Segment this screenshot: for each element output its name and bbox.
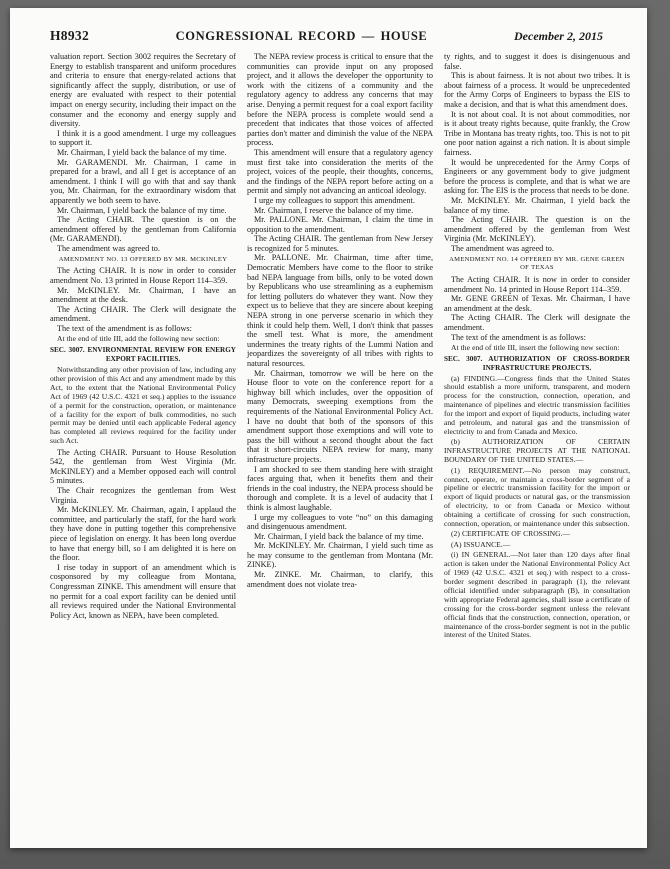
paragraph: (i) IN GENERAL.—Not later than 120 days after final action is taken under the National Environmental Policy Act of 1969 (42 U.S.C. 4321 et seq.) with respect to a cross-border segment described in paragraph (1), the relevant official identified under subparagraph (B), in consultation with appropriate Federal agencies, shall issue a certificate of crossing for the cross-border segment unless the relevant official finds that the construction, connection, operation, or maintenance of the cross-border segment is not in the public interest of the United States. bbox=[444, 550, 630, 640]
paragraph: The NEPA review process is critical to ensure that the communities can provide input on any proposed project, and it allows the developer the opportunity to work with the citizens of a community and the regulatory agency to address any concerns that may arise. Denying a permit request for a coal export facility before the NEPA process is complete would send a precedent that indicates that those voices of affected parties don't matter and diminish the value of the NEPA process. bbox=[247, 52, 433, 148]
paragraph: The Acting CHAIR. The gentleman from New Jersey is recognized for 5 minutes. bbox=[247, 234, 433, 253]
paragraph: It would be unprecedented for the Army Corps of Engineers or any government body to give judgment before the process is complete, and that is what we are asking for. The EIS is the process that needs to be done. bbox=[444, 157, 630, 196]
paragraph: Mr. Chairman, tomorrow we will be here on the House floor to vote on the conference report for a highway bill which includes, over the opposition of many Democrats, sweeping exemptions from the requirements of the National Environmental Policy Act. I have no doubt that both of the sponsors of this amendment support those exemptions and will vote to pass the bill without a second thought about the fact that it short-circuits NEPA review for many, many infrastructure projects. bbox=[247, 368, 433, 464]
paragraph: Mr. McKINLEY. Mr. Chairman, I yield such time as he may consume to the gentleman from Montana (Mr. ZINKE). bbox=[247, 541, 433, 570]
paragraph: (A) ISSUANCE.— bbox=[451, 539, 511, 549]
paragraph: The Acting CHAIR. The Clerk will designate the amendment. bbox=[50, 304, 236, 324]
paragraph: The amendment was agreed to. bbox=[57, 243, 160, 253]
column-1 bbox=[50, 52, 236, 642]
paragraph: (a) FINDING.—Congress finds that the United States should establish a more uniform, transparent, and modern process for the construction, connection, operation, and maintenance of pipelines and electric transmission facilities for the import and export of liquid products, including water and petroleum, and natural gas and the transmission of electricity to and from Canada and Mexico. bbox=[444, 373, 630, 436]
amendment-heading: AMENDMENT NO. 14 OFFERED BY MR. GENE GREEN OF TEXAS bbox=[449, 255, 625, 272]
paragraph: Mr. McKINLEY. Mr. Chairman, I have an amendment at the desk. bbox=[50, 285, 236, 305]
paragraph: I urge my colleagues to vote “no” on this damaging and disingenuous amendment. bbox=[247, 512, 433, 532]
column-3 bbox=[444, 52, 630, 642]
section-heading: SEC. 3007. AUTHORIZATION OF CROSS-BORDER INFRASTRUCTURE PROJECTS. bbox=[444, 354, 630, 372]
paragraph: Mr. ZINKE. Mr. Chairman, to clarify, this amendment does not violate trea- bbox=[247, 570, 433, 589]
paragraph: I am shocked to see them standing here with straight faces arguing that, when it benefits them and their friends in the coal industry, the NEPA process should be thorough and complete. It is a level of audacity that I think is almost laughable. bbox=[247, 464, 433, 512]
text-columns bbox=[10, 50, 647, 642]
paragraph: The Chair recognizes the gentleman from West Virginia. bbox=[50, 486, 236, 505]
paragraph: (2) CERTIFICATE OF CROSSING.— bbox=[451, 529, 571, 539]
paragraph: The text of the amendment is as follows: bbox=[451, 332, 586, 342]
paragraph: ty rights, and to suggest it does is disingenuous and false. bbox=[444, 52, 630, 71]
paragraph: This amendment will ensure that a regulatory agency must first take into consideration the merits of the project, voices of the people, their thoughts, concerns, and the findings of the NEPA report before acting on a permit and simply not advancing an anticoal ideology. bbox=[247, 147, 433, 196]
paragraph: Mr. Chairman, I yield back the balance of my time. bbox=[57, 147, 227, 157]
paragraph: Mr. Chairman, I yield back the balance of my time. bbox=[254, 531, 424, 541]
paragraph: Mr. McKINLEY. Mr. Chairman, again, I applaud the committee, and particularly the staff, for the hard work they have done in putting together this comprehensive piece of legislation on energy. It has been long overdue to have that energy bill, so I am delighted it is here on the floor. bbox=[50, 505, 236, 563]
paragraph: Mr. Chairman, I yield back the balance of my time. bbox=[57, 205, 227, 215]
paragraph: Mr. PALLONE. Mr. Chairman, I claim the time in opposition to the amendment. bbox=[247, 215, 433, 234]
paragraph: The Acting CHAIR. It is now in order to consider amendment No. 14 printed in House Report 114–359. bbox=[444, 274, 630, 294]
paragraph: I think it is a good amendment. I urge my colleagues to support it. bbox=[50, 128, 236, 148]
paragraph: The amendment was agreed to. bbox=[451, 243, 554, 253]
paragraph: The Acting CHAIR. Pursuant to House Resolution 542, the gentleman from West Virginia (Mr. McKINLEY) and a Member opposed each will control 5 minutes. bbox=[50, 447, 236, 486]
paragraph: The Acting CHAIR. The Clerk will designate the amendment. bbox=[444, 313, 630, 332]
paragraph: The Acting CHAIR. It is now in order to consider amendment No. 13 printed in House Report 114–359. bbox=[50, 266, 236, 286]
column-2 bbox=[247, 52, 433, 642]
paragraph: At the end of title III, add the following new section: bbox=[57, 334, 220, 344]
publication-title: CONGRESSIONAL RECORD — HOUSE bbox=[175, 29, 428, 43]
paragraph: Notwithstanding any other provision of law, including any other provision of this Act and any amendment made by this Act, to the extent that the National Environmental Policy Act of 1969 (42 U.S.C. 4321 et seq.) applies to the issuance of a permit for the construction, operation, or maintenance of a facility for the export of bulk commodities, no such permit may be denied until each applicable Federal agency has completed all reviews required for the facility under such Act. bbox=[50, 365, 236, 446]
paragraph: Mr. McKINLEY. Mr. Chairman, I yield back the balance of my time. bbox=[444, 195, 630, 215]
paragraph: The Acting CHAIR. The question is on the amendment offered by the gentleman from West Virginia (Mr. McKINLEY). bbox=[444, 215, 630, 244]
paragraph: The Acting CHAIR. The question is on the amendment offered by the gentleman from California (Mr. GARAMENDI). bbox=[50, 215, 236, 244]
paragraph: Mr. Chairman, I reserve the balance of my time. bbox=[254, 205, 414, 215]
paragraph: I rise today in support of an amendment which is cosponsored by my colleague from Montana, Congressman ZINKE. This amendment will ensure that no permit for a coal export facility can be denied until all reviews required under the National Environmental Policy Act, known as NEPA, have been completed. bbox=[50, 562, 236, 620]
paragraph: The text of the amendment is as follows: bbox=[57, 324, 192, 334]
issue-date: December 2, 2015 bbox=[514, 29, 603, 43]
amendment-heading: AMENDMENT NO. 13 OFFERED BY MR. MCKINLEY bbox=[58, 255, 228, 263]
paragraph: Mr. GENE GREEN of Texas. Mr. Chairman, I have an amendment at the desk. bbox=[444, 294, 630, 313]
paragraph: At the end of title III, insert the following new section: bbox=[451, 342, 620, 352]
congressional-record-page bbox=[10, 8, 647, 848]
paragraph: valuation report. Section 3002 requires the Secretary of Energy to establish transparent and uniform procedures and criteria to ensure that energy-related actions that significantly affect the supply, distribution, or use of energy are evaluated with respect to their potential impact on energy security, including their impact on the consumer and the economy and energy supply and diversity. bbox=[50, 52, 236, 129]
section-heading: SEC. 3007. ENVIRONMENTAL REVIEW FOR ENERGY EXPORT FACILITIES. bbox=[50, 346, 236, 364]
paragraph: It is not about coal. It is not about commodities, nor is it about treaty rights because, quite frankly, the Crow Tribe in Montana has treaty rights, too. This is not to pit one poor nation against a rich nation. It is about simple fairness. bbox=[444, 109, 630, 157]
page-number: H8932 bbox=[50, 28, 90, 43]
paragraph: (b) AUTHORIZATION OF CERTAIN INFRASTRUCTURE PROJECTS AT THE NATIONAL BOUNDARY OF THE UNITED STATES.— bbox=[444, 437, 630, 465]
paragraph: Mr. GARAMENDI. Mr. Chairman, I came in prepared for a brawl, and all I get is acceptance of an amendment. I think I will go with that and say thank you, Mr. Chairman, for the extraordinary wisdom that apparently we both seem to have. bbox=[50, 157, 236, 205]
paragraph: (1) REQUIREMENT.—No person may construct, connect, operate, or maintain a cross-border segment of a pipeline or electric transmission facility for the import or export of liquid products or natural gas, or the transmission of electricity, to or from Canada or Mexico without obtaining a certificate of crossing for such construction, connection, operation, or maintenance under this subsection. bbox=[444, 465, 630, 529]
paragraph: Mr. PALLONE. Mr. Chairman, time after time, Democratic Members have come to the floor to strike bad NEPA language from bills, only to be voted down by Republicans who use streamlining as a euphemism for letting polluters do whatever they want. Now they expect us to believe that they are sincere about keeping NEPA strong in one perverse scenario in which they think it could help them. Well, I don't think that passes the smell test. What is more, the amendment undermines the treaty rights of the Lummi Nation and jeopardizes the sovereignty of all tribes with rights to natural resources. bbox=[247, 253, 433, 368]
paragraph: I urge my colleagues to support this amendment. bbox=[254, 195, 415, 205]
running-head bbox=[10, 8, 647, 50]
paragraph: This is about fairness. It is not about two tribes. It is about fairness of a process. It would be unprecedented for the Army Corps of Engineers to bypass the EIS to make a decision, and that is what this amendment does. bbox=[444, 71, 630, 109]
